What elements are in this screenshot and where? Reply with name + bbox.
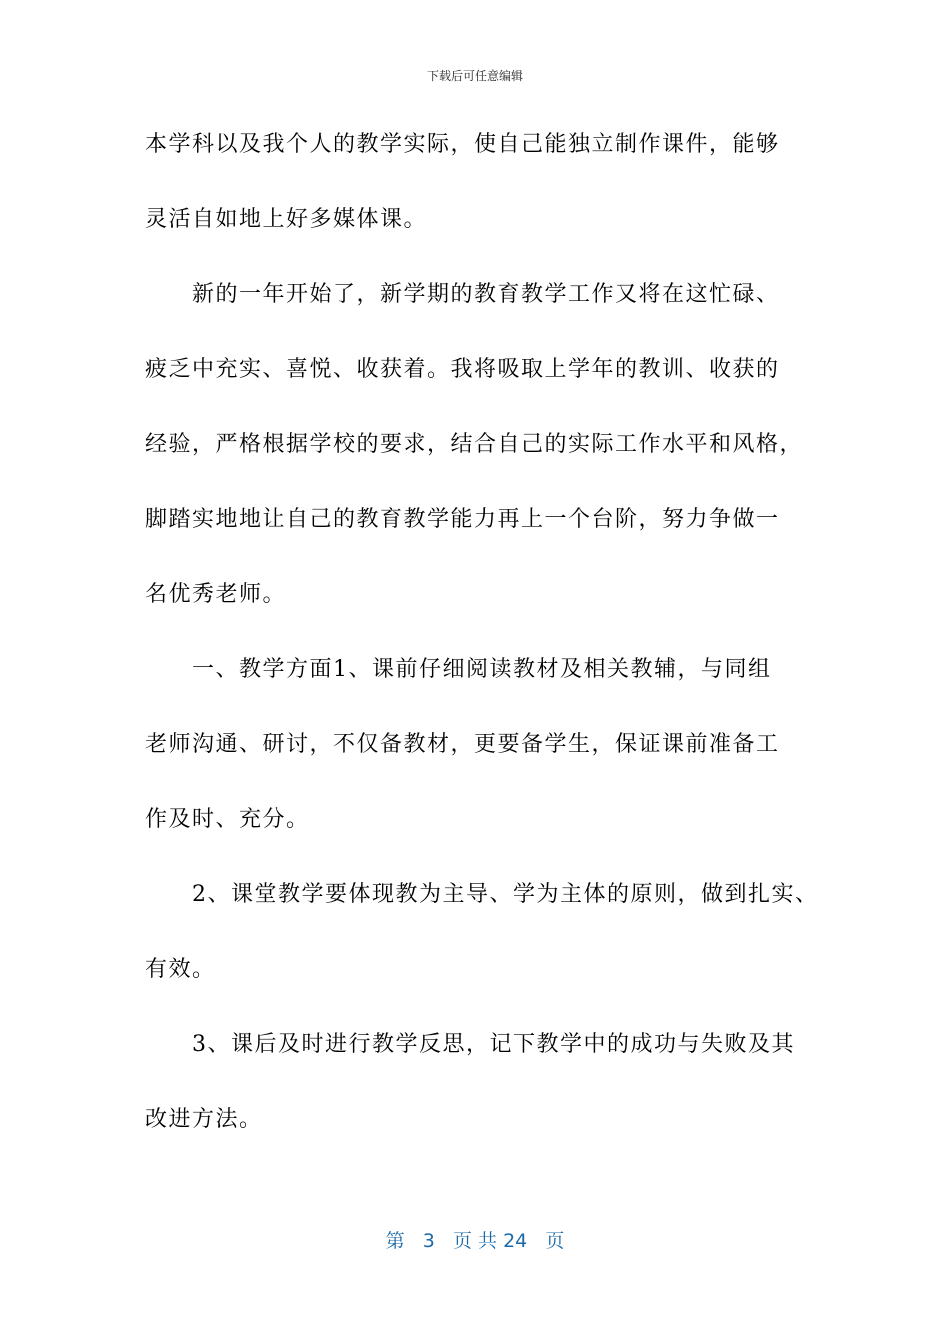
text-line: 老师沟通、研讨，不仅备教材，更要备学生，保证课前准备工 [145, 732, 780, 757]
text-line: 疲乏中充实、喜悦、收获着。我将吸取上学年的教训、收获的 [145, 357, 780, 382]
footer-prefix: 第 [385, 1230, 405, 1252]
current-page-number: 3 [422, 1230, 435, 1252]
text-line: 本学科以及我个人的教学实际，使自己能独立制作课件，能够 [145, 132, 780, 157]
page-header: 下载后可任意编辑 [426, 69, 523, 83]
text-line: 作及时、充分。 [145, 807, 310, 832]
text-line: 新的一年开始了，新学期的教育教学工作又将在这忙碌、 [192, 282, 780, 307]
text-line: 3、课后及时进行教学反思，记下教学中的成功与失败及其 [192, 1032, 795, 1057]
text-line: 经验，严格根据学校的要求，结合自己的实际工作水平和风格， [145, 432, 804, 457]
text-line: 有效。 [145, 957, 216, 982]
text-line: 改进方法。 [145, 1107, 263, 1132]
text-line: 脚踏实地地让自己的教育教学能力再上一个台阶，努力争做一 [145, 507, 780, 532]
text-line: 2、课堂教学要体现教为主导、学为主体的原则，做到扎实、 [192, 882, 819, 907]
page-footer [0, 1226, 950, 1253]
text-line: 一、教学方面1、课前仔细阅读教材及相关教辅，与同组 [192, 657, 772, 682]
text-line: 名优秀老师。 [145, 582, 287, 607]
footer-suffix: 页 [545, 1230, 565, 1252]
text-line: 灵活自如地上好多媒体课。 [145, 207, 428, 232]
footer-middle: 页 共 [452, 1230, 498, 1252]
total-pages-number: 24 [503, 1230, 528, 1252]
